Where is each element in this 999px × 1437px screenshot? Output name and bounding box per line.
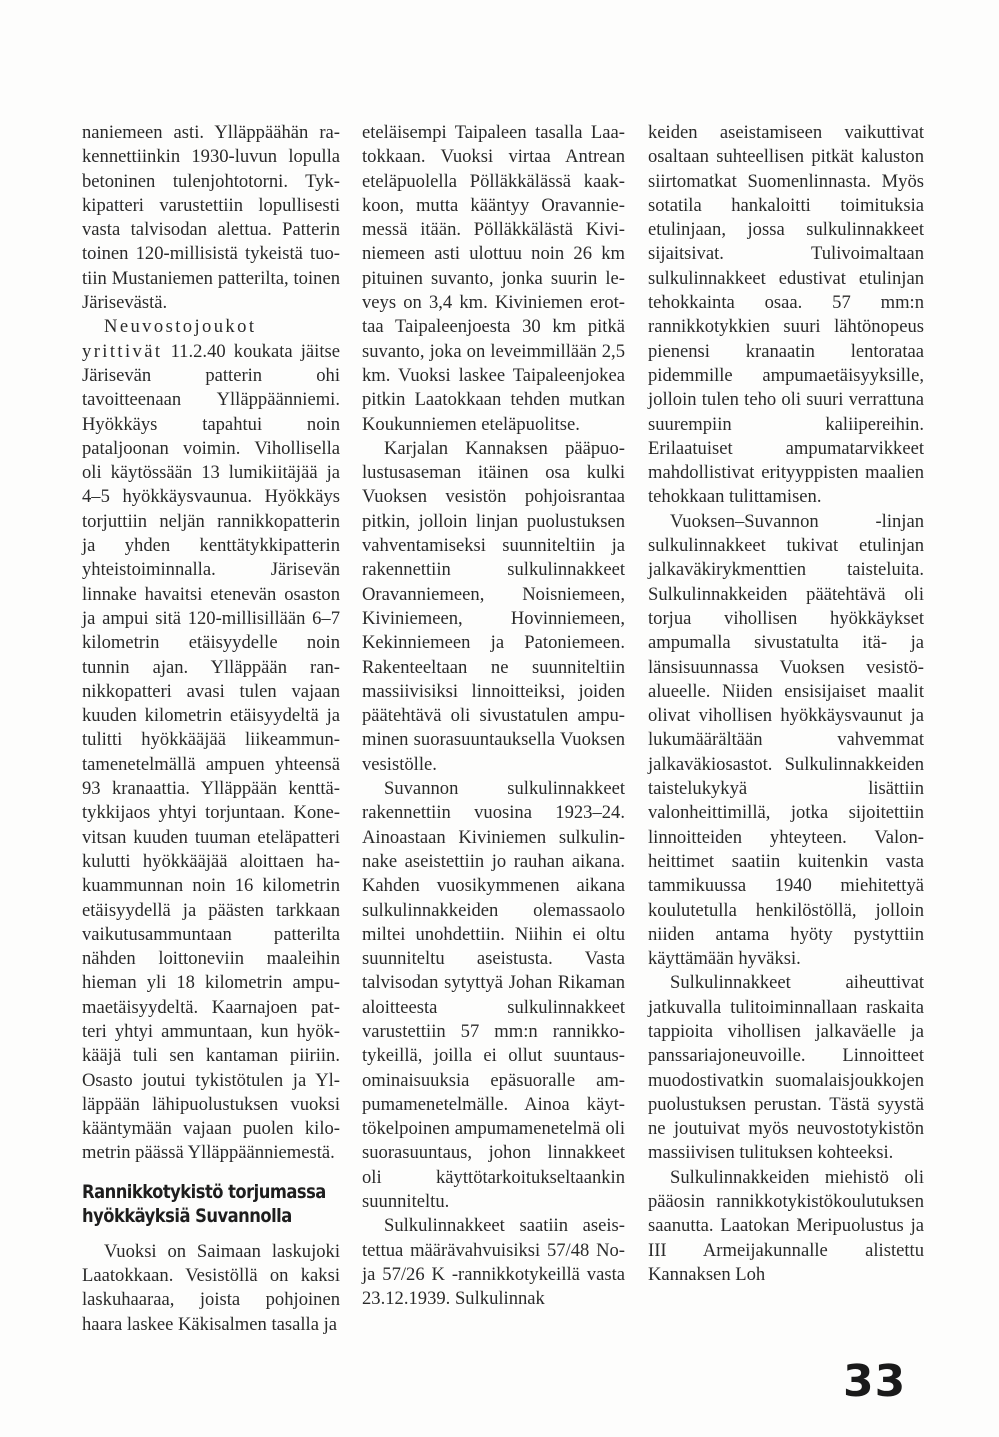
page-number: 33 (843, 1356, 907, 1407)
paragraph: keiden aseistamiseen vaikuttivat osaltaan suhteellisen pitkät kaluston siirtomatkat Suomenlinnasta. Myös sotatila hankaloitti toimituksia etulinjaan, jossa sulkulinnakkeet sijaitsivat. Tulivoimaltaan sulkulinnakkeet edustivat etulinjan tehokkainta osaa. 57 mm:n rannikkotykkien suuri lähtönopeus pienensi kranaatin lentorataa pidemmille ampumaetäisyyksille, jolloin tulen teho oli suuri verrattuna suurempiin kaliipereihin. Erilaatuiset ampumatarvikkeet mahdollistivat erityyppisten maalien tehokkaan tulittamisen. (648, 122, 924, 508)
paragraph: Sulkulinnakkeiden miehistö oli pääosin rannikkotykistökoulutuksen saanutta. Laatokan Meripuolustus ja III Armeijakunnalle alistettu Kannaksen Loh (648, 1166, 924, 1285)
text-column-2 (362, 121, 625, 1312)
paragraph: eteläisempi Taipaleen tasalla Laatokkaan. Vuoksi virtaa Antrean eteläpuolella Pölläkkälässä kaakkoon, mutta kääntyy Oravanniemessä itään. Pölläkkälästä Kiviniemeen asti ulottuu noin 26 km pituinen suvanto, jonka suurin leveys on 3,4 km. Kiviniemen erottaa Taipaleenjoesta 30 km pitkä suvanto, joka on leveimmillään 2,5 km. Vuoksi laskee Taipaleenjokea pitkin Laatokkaan tehden mutkan Koukunniemen eteläpuolitse. (362, 122, 625, 435)
section-heading-line-1: Rannikkotykistö torjumassa (82, 1180, 326, 1203)
paragraph: Suvannon sulkulinnakkeet rakennettiin vuosina 1923–24. Ainoastaan Kiviniemen sulkulinnake aseistettiin jo rauhan aikana. Kahden vuosikymmenen aikana sulkulinnakkeiden olemassaolo miltei unohdettiin. Niihin ei oltu suunniteltu aseistusta. Vasta talvisodan sytyttyä Johan Rikaman aloitteesta sulkulinnakkeet varustettiin 57 mm:n rannikkotykeillä, joilla ei ollut suuntausominaisuuksia epäsuoralle ampumamenetelmälle. Ainoa käyttökelpoinen ampumamenetelmä oli suorasuuntaus, johon linnakkeet oli käyttötarkoitukseltaankin suunniteltu. (362, 778, 625, 1213)
section-heading (82, 1180, 340, 1228)
paragraph-lead: Neuvostojoukot yrittivät (82, 316, 257, 362)
section-heading-line-2: hyökkäyksiä Suvannolla (82, 1204, 292, 1227)
paragraph: naniemeen asti. Ylläppäähän rakennettiinkin 1930-luvun lopulla betoninen tulenjohtotorni. Tykkipatteri varustettiin lopullisesti vasta talvisodan alettua. Patterin toinen 120-millisistä tykeistä tuotiin Mustaniemen patterilta, toinen Järisevästä. (82, 122, 340, 314)
text-column-3 (648, 121, 924, 1287)
paragraph-rest: 11.2.40 koukata jäitse Järisevän patterin ohi tavoitteenaan Ylläppäänniemi. Hyökkäys tapahtui noin pataljoonan voimin. Vihollisella oli käytössään 13 lumikiitäjää ja 4–5 hyökkäysvaunua. Hyökkäys torjuttiin neljän rannikkopatterin ja yhden kenttätykkipatterin yhteistoiminnalla. Järisevän linnake havaitsi etenevän osaston ja ampui sitä 120-millisillään 6–7 kilometrin etäisyydelle noin tunnin ajan. Ylläppään rannikkopatteri avasi tulen vajaan kuuden kilometrin etäisyydeltä ja tulitti hyökkääjää liikeammuntamenetelmällä ampuen yhteensä 93 kranaattia. Ylläppään kenttätykkijaos yhtyi torjuntaan. Konevitsan kuuden tuuman eteläpatteri kulutti hyökkääjää aloittaen hakuammunnan noin 16 kilometrin etäisyydellä ja päästen tarkkaan vaikutusammuntaan patterilta nähden loittoneviin maaleihin hieman yli 18 kilometrin ampumaetäisyydeltä. Kaarnajoen patteri yhtyi ammuntaan, kun hyökkääjä tuli sen kantaman piiriin. Osasto joutui tykistötulen ja Ylläppään lähipuolustuksen vuoksi kääntymään vajaan puolen kilometrin päässä Ylläppäänniemestä. (82, 340, 340, 1164)
paragraph: Karjalan Kannaksen pääpuolustusaseman itäinen osa kulki Vuoksen vesistön pohjoisrantaa pitkin, jolloin linjan puolustuksen vahventamiseksi suunniteltiin ja rakennettiin sulkulinnakkeet Oravanniemeen, Noisniemeen, Kiviniemeen, Hovinniemeen, Kekinniemeen ja Patoniemeen. Rakenteeltaan ne suunniteltiin massiivisiksi linnoitteiksi, joiden päätehtävä oli sivustatulen ampuminen suorasuuntauksella Vuoksen vesistölle. (362, 437, 625, 775)
paragraph: Sulkulinnakkeet saatiin aseistettua määrävahvuisiksi 57/48 No- ja 57/26 K -rannikkotykeillä vasta 23.12.1939. Sulkulinnak (362, 1215, 625, 1310)
paragraph (82, 315, 340, 1165)
paragraph: Vuoksi on Saimaan laskujoki Laatokkaan. Vesistöllä on kaksi laskuhaaraa, joista pohjoinen haara laskee Käkisalmen tasalla ja (82, 1240, 340, 1335)
paragraph: Sulkulinnakkeet aiheuttivat jatkuvalla tulitoiminnallaan raskaita tappioita vihollisen jalkaväelle ja panssariajoneuvoille. Linnoitteet muodostivatkin suomalaisjoukkojen puolustuksen perustan. Tästä syystä ne joutuivat myös neuvostotykistön massiivisen tulituksen kohteeksi. (648, 972, 924, 1164)
text-column-1 (82, 121, 340, 1337)
paragraph: Vuoksen–Suvannon -linjan sulkulinnakkeet tukivat etulinjan jalkaväkirykmenttien taisteluita. Sulkulinnakkeiden päätehtävä oli torjua vihollisen hyökkäykset ampumalla sivustatulta itä- ja länsisuunnassa Vuoksen vesistöalueelle. Niiden ensisijaiset maalit olivat vihollisen hyökkäysvaunut ja lukumäärältään vahvemmat jalkaväkiosastot. Sulkulinnakkeiden taistelukykyä lisättiin valonheittimillä, jotka sijoitettiin linnoitteiden yhteyteen. Valonheittimet saatiin kuitenkin vasta tammikuussa 1940 miehitettyä koulutetulla henkilöstöllä, jolloin niiden antama hyöty pystyttiin käyttämään hyväksi. (648, 510, 924, 970)
